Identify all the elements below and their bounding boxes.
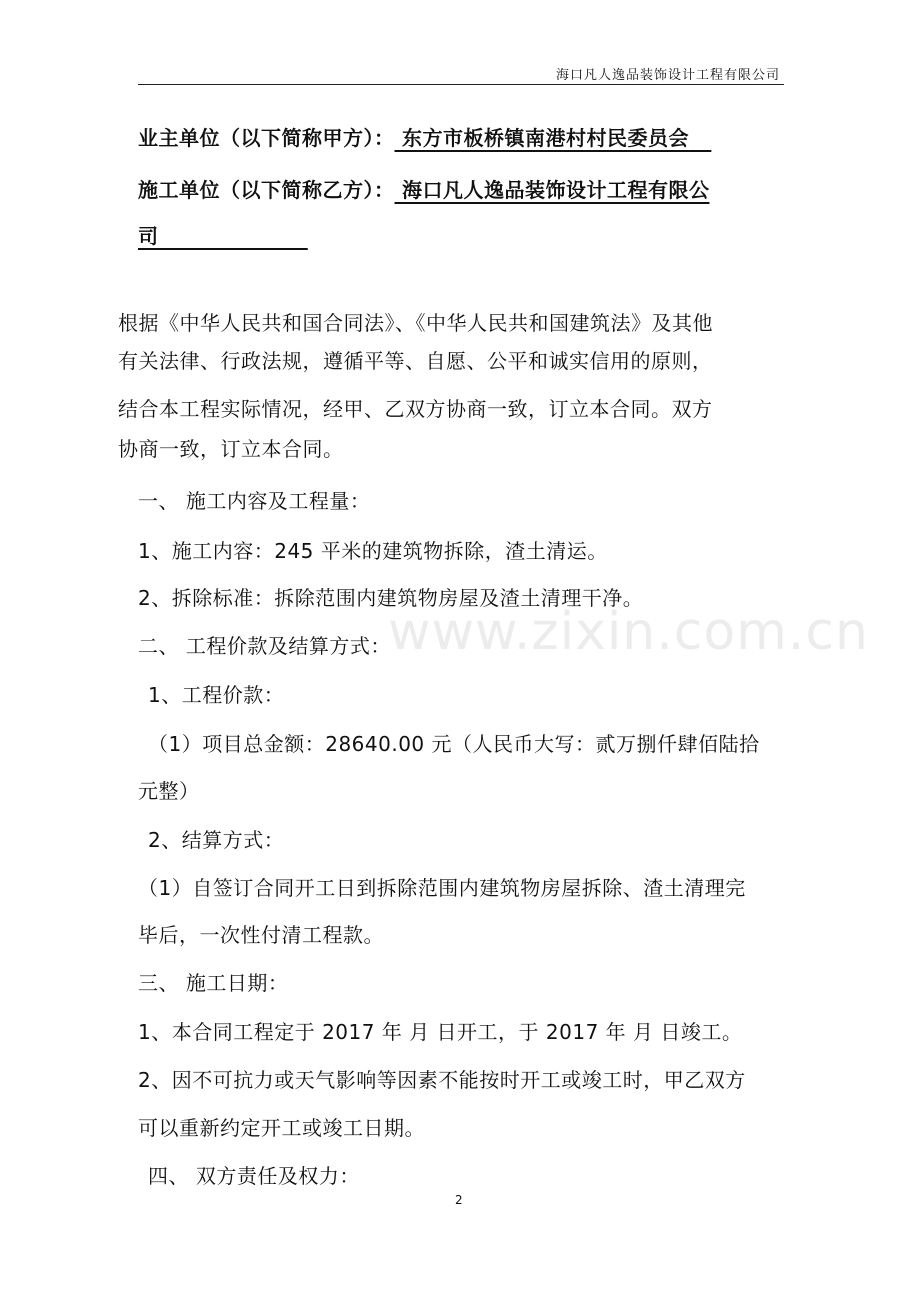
page-number: 2 bbox=[455, 1193, 463, 1207]
section-1-heading: 一、 施工内容及工程量： bbox=[138, 489, 371, 513]
contractor-line bbox=[138, 174, 709, 203]
intro-line-2: 有关法律、行政法规，遵循平等、自愿、公平和诚实信用的原则， bbox=[118, 349, 713, 373]
section-2-sub-1-a: （1）项目总金额：28640.00 元（人民币大写：贰万捌仟肆佰陆拾 bbox=[148, 732, 760, 756]
section-3-item-1: 1、本合同工程定于 2017 年 月 日开工，于 2017 年 月 日竣工。 bbox=[138, 1020, 743, 1044]
owner-value: 东方市板桥镇南港村村民委员会 bbox=[401, 126, 689, 150]
section-1-item-1: 1、施工内容：245 平米的建筑物拆除，渣土清运。 bbox=[138, 539, 608, 563]
contractor-label: 施工单位（以下简称乙方）： bbox=[138, 178, 395, 202]
header-company: 海口凡人逸品装饰设计工程有限公司 bbox=[555, 68, 780, 83]
intro-line-4: 协商一致，订立本合同。 bbox=[118, 437, 344, 461]
header-rule bbox=[138, 84, 784, 85]
section-3-item-2-cont: 可以重新约定开工或竣工日期。 bbox=[138, 1116, 425, 1140]
section-3-heading: 三、 施工日期： bbox=[138, 971, 289, 995]
intro-line-1: 根据《中华人民共和国合同法》、《中华人民共和国建筑法》及其他 bbox=[118, 311, 713, 335]
contractor-line-2 bbox=[138, 220, 308, 249]
section-2-heading: 二、 工程价款及结算方式： bbox=[138, 634, 391, 658]
section-2-sub-2-a-cont: 毕后，一次性付清工程款。 bbox=[138, 923, 384, 947]
watermark: www.zixin.com.cn bbox=[388, 602, 869, 662]
owner-label: 业主单位（以下简称甲方）： bbox=[138, 126, 395, 150]
section-2-sub-2: 2、结算方式： bbox=[148, 828, 285, 852]
owner-line bbox=[138, 122, 711, 151]
section-2-sub-1-a-cont: 元整） bbox=[138, 779, 200, 803]
section-1-item-2: 2、拆除标准：拆除范围内建筑物房屋及渣土清理干净。 bbox=[138, 586, 644, 610]
contractor-value: 海口凡人逸品装饰设计工程有限公 bbox=[401, 178, 710, 202]
section-4-heading: 四、 双方责任及权力： bbox=[148, 1164, 360, 1188]
section-2-sub-1: 1、工程价款： bbox=[148, 683, 285, 707]
contractor-value-cont: 司 bbox=[138, 224, 159, 248]
intro-line-3: 结合本工程实际情况，经甲、乙双方协商一致，订立本合同。双方 bbox=[118, 397, 713, 421]
section-3-item-2: 2、因不可抗力或天气影响等因素不能按时开工或竣工时，甲乙双方 bbox=[138, 1068, 746, 1092]
section-2-sub-2-a: （1）自签订合同开工日到拆除范围内建筑物房屋拆除、渣土清理完 bbox=[138, 876, 746, 900]
